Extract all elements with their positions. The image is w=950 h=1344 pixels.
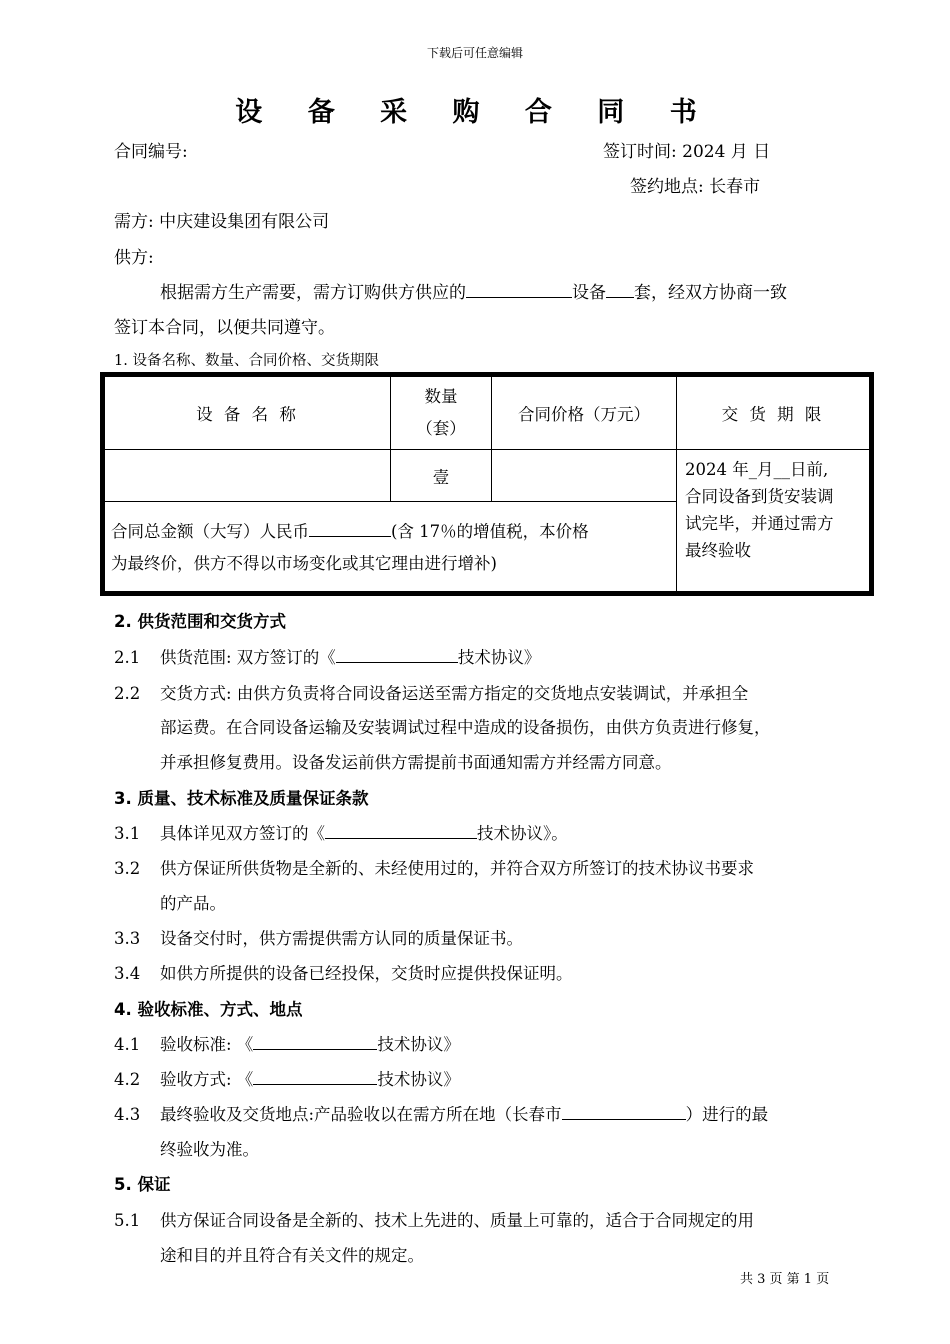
section-4-title: 4. 验收标准、方式、地点: [114, 1000, 303, 1019]
total-text-a: 合同总金额（大写）人民币: [111, 522, 309, 541]
item-4-2: [114, 1066, 460, 1090]
item-3-4: [114, 960, 573, 984]
item-text-a: 验收标准: 《: [160, 1035, 254, 1054]
td-quantity: 壹: [390, 449, 492, 502]
item-3-1: [114, 820, 568, 844]
item-5-1-line2: 途和目的并且符合有关文件的规定。: [160, 1246, 424, 1265]
blank-agreement: [336, 644, 458, 663]
item-number: 2.2: [114, 684, 141, 703]
item-text-b: 技术协议》: [377, 1070, 460, 1089]
blank-device: [466, 279, 572, 298]
item-text-line1: 供方保证合同设备是全新的、技术上先进的、质量上可靠的，适合于合同规定的用: [160, 1211, 754, 1230]
total-line1: [111, 516, 676, 548]
item-text: 如供方所提供的设备已经投保，交货时应提供投保证明。: [160, 964, 573, 983]
section-5-title: 5. 保证: [114, 1175, 171, 1194]
sign-place: 签约地点: 长春市: [630, 177, 761, 197]
intro-text-c: 套，经双方协商一致: [634, 283, 787, 303]
contract-no-label: 合同编号:: [114, 142, 188, 162]
blank-sets: [606, 279, 634, 298]
delivery-line3: 试完毕，并通过需方: [685, 514, 834, 533]
total-text-b: (含 17％的增值税，本价格: [391, 522, 589, 541]
delivery-line2: 合同设备到货安装调: [685, 487, 834, 506]
td-device-name: [104, 449, 391, 502]
th-device-name: 设 备 名 称: [104, 376, 391, 450]
item-text-line1: 供方保证所供货物是全新的、未经使用过的，并符合双方所签订的技术协议书要求: [160, 859, 754, 878]
item-3-2: [114, 855, 754, 879]
item-text-b: 技术协议》: [377, 1035, 460, 1054]
th-quantity: [390, 376, 492, 450]
delivery-line4: 最终验收: [685, 541, 751, 560]
item-2-2: [114, 680, 748, 704]
item-number: 4.3: [114, 1105, 141, 1124]
intro-line1: [160, 278, 787, 303]
th-qty-line2: （套）: [416, 419, 466, 438]
item-4-1: [114, 1031, 460, 1055]
item-number: 3.4: [114, 964, 141, 983]
item-text-a: 供货范围: 双方签订的《: [160, 648, 336, 667]
item-number: 2.1: [114, 648, 141, 667]
item-number: 4.2: [114, 1070, 141, 1089]
td-total-amount: [104, 501, 677, 592]
blank-amount: [309, 518, 391, 537]
sign-time: 签订时间: 2024 月 日: [603, 142, 771, 162]
blank-agreement: [325, 820, 477, 839]
blank-agreement: [253, 1066, 377, 1085]
item-3-2-line2: 的产品。: [160, 894, 226, 913]
item-text-a: 最终验收及交货地点:产品验收以在需方所在地（长春市: [160, 1105, 562, 1124]
blank-agreement: [253, 1031, 377, 1050]
intro-line2: 签订本合同，以便共同遵守。: [114, 318, 335, 338]
item-number: 4.1: [114, 1035, 141, 1054]
section-3-title: 3. 质量、技术标准及质量保证条款: [114, 789, 369, 808]
item-text: 设备交付时，供方需提供需方认同的质量保证书。: [160, 929, 523, 948]
item-text-b: 技术协议》: [457, 648, 541, 667]
th-price: 合同价格（万元）: [491, 376, 677, 450]
item-2-2-line2: 部运费。在合同设备运输及安装调试过程中造成的设备损伤，由供方负责进行修复，: [160, 718, 771, 737]
total-line2: 为最终价，供方不得以市场变化或其它理由进行增补): [111, 554, 497, 573]
item-4-3-line2: 终验收为准。: [160, 1140, 259, 1159]
th-delivery: 交 货 期 限: [676, 376, 870, 450]
th-qty-line1: 数量: [424, 387, 458, 406]
intro-text-a: 根据需方生产需要，需方订购供方供应的: [160, 283, 466, 303]
item-3-3: [114, 925, 523, 949]
item-number: 3.2: [114, 859, 141, 878]
section-2-title: 2. 供货范围和交货方式: [114, 612, 286, 631]
item-text-line1: 交货方式: 由供方负责将合同设备运送至需方指定的交货地点安装调试，并承担全: [160, 684, 749, 703]
page-title: 设 备 采 购 合 同 书: [235, 97, 715, 128]
td-delivery: [676, 449, 870, 592]
section-1-title: 1. 设备名称、数量、合同价格、交货期限: [114, 353, 379, 369]
item-number: 3.1: [114, 824, 141, 843]
page-footer: 共 3 页 第 1 页: [740, 1272, 830, 1287]
header-note: 下载后可任意编辑: [426, 46, 523, 60]
item-2-1: [114, 644, 540, 668]
item-number: 3.3: [114, 929, 141, 948]
item-2-2-line3: 并承担修复费用。设备发运前供方需提前书面通知需方并经需方同意。: [160, 753, 672, 772]
item-text-a: 验收方式: 《: [160, 1070, 254, 1089]
item-text-b: 技术协议》。: [477, 824, 568, 843]
blank-location: [562, 1101, 686, 1120]
delivery-line1: 2024 年_月__日前,: [685, 460, 829, 479]
item-4-3: [114, 1101, 768, 1125]
buyer: 需方: 中庆建设集团有限公司: [114, 212, 330, 232]
item-text-a: 具体详见双方签订的《: [160, 824, 325, 843]
supplier: 供方:: [114, 248, 154, 268]
td-price: [491, 449, 677, 502]
item-number: 5.1: [114, 1211, 141, 1230]
intro-text-b: 设备: [572, 283, 606, 303]
item-text-b: ）进行的最: [685, 1105, 769, 1124]
item-5-1: [114, 1207, 754, 1231]
